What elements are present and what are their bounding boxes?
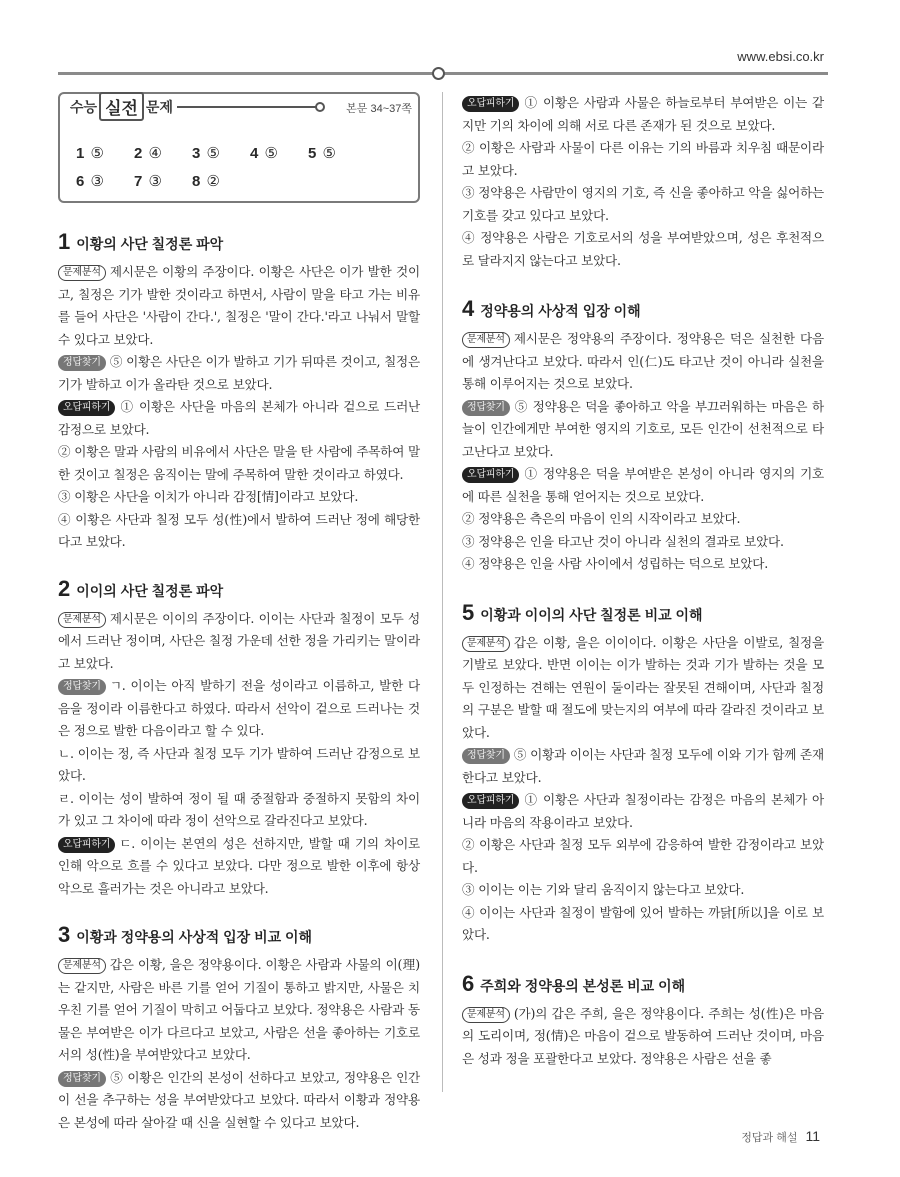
answer-tag: 정답찾기 bbox=[58, 679, 106, 695]
section-3-continued bbox=[462, 92, 824, 272]
paragraph: 정답찾기 ㄱ. 이이는 아직 발하기 전을 성이라고 이름하고, 발한 다음을 정이라 이름한다고 하였다. 따라서 선악이 겉으로 드러나는 것은 정으로 발한 다음이라고 할 수 있다. bbox=[58, 678, 420, 738]
section-title: 이황의 사단 칠정론 파악 bbox=[76, 236, 224, 252]
paragraph: 오답피하기 ㄷ. 이이는 본연의 성은 선하지만, 발할 때 기의 차이로 인해 악으로 흐를 수 있다고 보았다. 다만 정으로 발한 이후에 항상 악으로 흘러가는 것은 아니라고 보았다. bbox=[58, 835, 420, 896]
answer-item: 7 ③ bbox=[134, 173, 162, 190]
section-6 bbox=[462, 971, 824, 1071]
answer-item: 3 ⑤ bbox=[192, 145, 220, 162]
paragraph: 오답피하기 ① 정약용은 덕을 부여받은 본성이 아니라 영지의 기호에 따른 실천을 통해 얻어지는 것으로 보았다. bbox=[462, 466, 824, 504]
avoid-tag: 오답피하기 bbox=[462, 793, 519, 809]
section-4 bbox=[462, 296, 824, 576]
footer-label: 정답과 해설 bbox=[741, 1132, 798, 1144]
answer-tag: 정답찾기 bbox=[462, 400, 510, 416]
answer-list bbox=[76, 144, 406, 200]
answer-box-label-main: 실전 bbox=[99, 92, 144, 121]
paragraph: ㄴ. 이이는 정, 즉 사단과 칠정 모두 기가 발하여 드러난 감정으로 보았다. bbox=[58, 745, 420, 783]
answer-box-label-left: 수능 bbox=[70, 98, 98, 115]
right-column bbox=[462, 92, 824, 1070]
section-5 bbox=[462, 600, 824, 947]
paragraph: 오답피하기 ① 이황은 사람과 사물은 하늘로부터 부여받은 이는 같지만 기의 차이에 의해 서로 다른 존재가 된 것으로 보았다. bbox=[462, 95, 824, 133]
analysis-tag: 문제분석 bbox=[58, 958, 106, 974]
paragraph: 정답찾기 ⑤ 정약용은 덕을 좋아하고 악을 부끄러워하는 마음은 하늘이 인간에게만 부여한 영지의 기호로, 모든 인간이 선천적으로 타고난다고 보았다. bbox=[462, 398, 824, 459]
analysis-tag: 문제분석 bbox=[58, 612, 106, 628]
left-column bbox=[58, 92, 420, 1134]
avoid-tag: 오답피하기 bbox=[462, 467, 519, 483]
paragraph: 문제분석 갑은 이황, 을은 이이이다. 이황은 사단을 이발로, 칠정을 기발로 보았다. 반면 이이는 이가 발하는 것과 기가 발하는 것을 모두 인정하는 견해는 연원이 둘이라는 잘못된 견해이며, 사단과 칠정의 구분은 발할 때 절도에 맞는지의 여부에 따라 갈라진 것이라고 보았다. bbox=[462, 634, 824, 740]
paragraph: ④ 정약용은 사람은 기호로서의 성을 부여받았으며, 성은 후천적으로 달라지지 않는다고 보았다. bbox=[462, 230, 824, 268]
answer-box-header-line bbox=[177, 106, 317, 108]
section-title: 주희와 정약용의 본성론 비교 이해 bbox=[480, 977, 686, 994]
section-number: 1 bbox=[58, 229, 71, 254]
paragraph: 정답찾기 ⑤ 이황은 인간의 본성이 선하다고 보았고, 정약용은 인간이 선을 추구하는 성을 부여받았다고 보았다. 따라서 이황과 정약용은 본성에 따라 살아갈 때 신을 실현할 수 있다고 보았다. bbox=[58, 1069, 420, 1130]
section-title: 이이의 사단 칠정론 파악 bbox=[76, 582, 224, 599]
section-number: 6 bbox=[462, 970, 475, 996]
paragraph: ② 이황은 사단과 칠정 모두 외부에 감응하여 발한 감정이라고 보았다. bbox=[462, 837, 824, 875]
section-2 bbox=[58, 576, 420, 901]
header-rule-dot bbox=[432, 67, 445, 80]
answer-box bbox=[58, 92, 420, 203]
paragraph: 문제분석 제시문은 이황의 주장이다. 이황은 사단은 이가 발한 것이고, 칠정은 기가 발한 것이라고 하면서, 사람이 말을 타고 가는 비유를 들어 사단은 '사람이 간다.', 칠정은 '말이 간다.'라고 나눠서 말할 수 있다고 보았다. bbox=[58, 264, 420, 347]
section-title: 이황과 정약용의 사상적 입장 비교 이해 bbox=[76, 929, 313, 945]
answer-item: 1 ⑤ bbox=[76, 145, 104, 162]
section-number: 5 bbox=[462, 599, 475, 625]
paragraph: ② 정약용은 측은의 마음이 인의 시작이라고 보았다. bbox=[462, 511, 741, 526]
page-reference: 본문 34~37쪽 bbox=[346, 103, 412, 115]
section-number: 3 bbox=[58, 922, 71, 947]
paragraph: 오답피하기 ① 이황은 사단과 칠정이라는 감정은 마음의 본체가 아니라 마음의 작용이라고 보았다. bbox=[462, 792, 824, 830]
answer-tag: 정답찾기 bbox=[462, 748, 510, 764]
analysis-tag: 문제분석 bbox=[58, 265, 106, 281]
paragraph: ④ 정약용은 인을 사람 사이에서 성립하는 덕으로 보았다. bbox=[462, 556, 769, 571]
answer-box-header bbox=[70, 92, 317, 121]
section-1 bbox=[58, 229, 420, 554]
paragraph: ③ 정약용은 인을 타고난 것이 아니라 실천의 결과로 보았다. bbox=[462, 533, 784, 549]
answer-item: 6 ③ bbox=[76, 173, 104, 190]
analysis-tag: 문제분석 bbox=[462, 332, 510, 348]
paragraph: ④ 이황은 사단과 칠정 모두 성(性)에서 발하여 드러난 정에 해당한다고 보았다. bbox=[58, 511, 420, 549]
section-title: 이황과 이이의 사단 칠정론 비교 이해 bbox=[480, 606, 703, 623]
paragraph: 오답피하기 ① 이황은 사단을 마음의 본체가 아니라 겉으로 드러난 감정으로 보았다. bbox=[58, 399, 420, 437]
answer-item: 2 ④ bbox=[134, 145, 162, 162]
answer-item: 5 ⑤ bbox=[308, 145, 336, 162]
paragraph: 문제분석 (가)의 갑은 주희, 을은 정약용이다. 주희는 성(性)은 마음의 도리이며, 정(情)은 마음이 겉으로 발동하여 드러난 것이며, 마음은 성과 정을 포괄한다고 보았다. 정약용은 사람은 선을 좋 bbox=[462, 1005, 824, 1066]
paragraph: 정답찾기 ⑤ 이황은 사단은 이가 발하고 기가 뒤따른 것이고, 칠정은 기가 발하고 이가 올라탄 것으로 보았다. bbox=[58, 354, 420, 392]
paragraph: ③ 이이는 이는 기와 달리 움직이지 않는다고 보았다. bbox=[462, 882, 745, 897]
page-footer bbox=[741, 1128, 820, 1145]
paragraph: 정답찾기 ⑤ 이황과 이이는 사단과 칠정 모두에 이와 기가 함께 존재한다고 보았다. bbox=[462, 747, 824, 785]
avoid-tag: 오답피하기 bbox=[58, 837, 115, 853]
answer-item: 8 ② bbox=[192, 173, 220, 190]
section-3 bbox=[58, 922, 420, 1134]
avoid-tag: 오답피하기 bbox=[58, 400, 115, 416]
paragraph: 문제분석 제시문은 정약용의 주장이다. 정약용은 덕은 실천한 다음에 생겨난다고 보았다. 따라서 인(仁)도 타고난 것이 아니라 실천을 통해 이루어지는 것으로 보았다. bbox=[462, 331, 824, 391]
answer-box-label-right: 문제 bbox=[145, 98, 173, 115]
site-url: www.ebsi.co.kr bbox=[737, 49, 824, 64]
section-title: 정약용의 사상적 입장 이해 bbox=[480, 303, 641, 319]
avoid-tag: 오답피하기 bbox=[462, 96, 519, 112]
paragraph: ② 이황은 사람과 사물이 다른 이유는 기의 바름과 치우침 때문이라고 보았다. bbox=[462, 140, 824, 178]
section-number: 4 bbox=[462, 296, 475, 321]
analysis-tag: 문제분석 bbox=[462, 636, 510, 652]
page-number: 11 bbox=[805, 1128, 820, 1144]
column-divider bbox=[442, 92, 443, 1092]
analysis-tag: 문제분석 bbox=[462, 1007, 510, 1023]
paragraph: 문제분석 제시문은 이이의 주장이다. 이이는 사단과 칠정이 모두 성에서 드러난 정이며, 사단은 칠정 가운데 선한 정을 가리키는 말이라고 보았다. bbox=[58, 610, 420, 671]
paragraph: ② 이황은 말과 사람의 비유에서 사단은 말을 탄 사람에 주목하여 말한 것이고 칠정은 움직이는 말에 주목하여 말한 것이라고 하였다. bbox=[58, 444, 420, 482]
paragraph: 문제분석 갑은 이황, 을은 정약용이다. 이황은 사람과 사물의 이(理)는 같지만, 사람은 바른 기를 얻어 기질이 통하고 밝지만, 사물은 치우친 기를 얻어 기질이 막히고 어둡다고 보았다. 정약용은 사람과 동물은 부여받은 이가 다르다고 보았고, 사람은 선을 좋아하는 기호로서의 성(性)을 부여받았다고 보았다. bbox=[58, 957, 420, 1062]
paragraph: ③ 이황은 사단을 이치가 아니라 감정[情]이라고 보았다. bbox=[58, 489, 359, 504]
answer-tag: 정답찾기 bbox=[58, 355, 106, 371]
paragraph: ④ 이이는 사단과 칠정이 발함에 있어 발하는 까닭[所以]을 이로 보았다. bbox=[462, 904, 824, 942]
answer-item: 4 ⑤ bbox=[250, 145, 278, 162]
answer-tag: 정답찾기 bbox=[58, 1071, 106, 1087]
section-number: 2 bbox=[58, 575, 71, 601]
paragraph: ㄹ. 이이는 성이 발하여 정이 될 때 중절함과 중절하지 못함의 차이가 있고 그 차이에 따라 정이 선악으로 갈라진다고 보았다. bbox=[58, 790, 420, 828]
paragraph: ③ 정약용은 사람만이 영지의 기호, 즉 신을 좋아하고 악을 싫어하는 기호를 갖고 있다고 보았다. bbox=[462, 185, 824, 223]
